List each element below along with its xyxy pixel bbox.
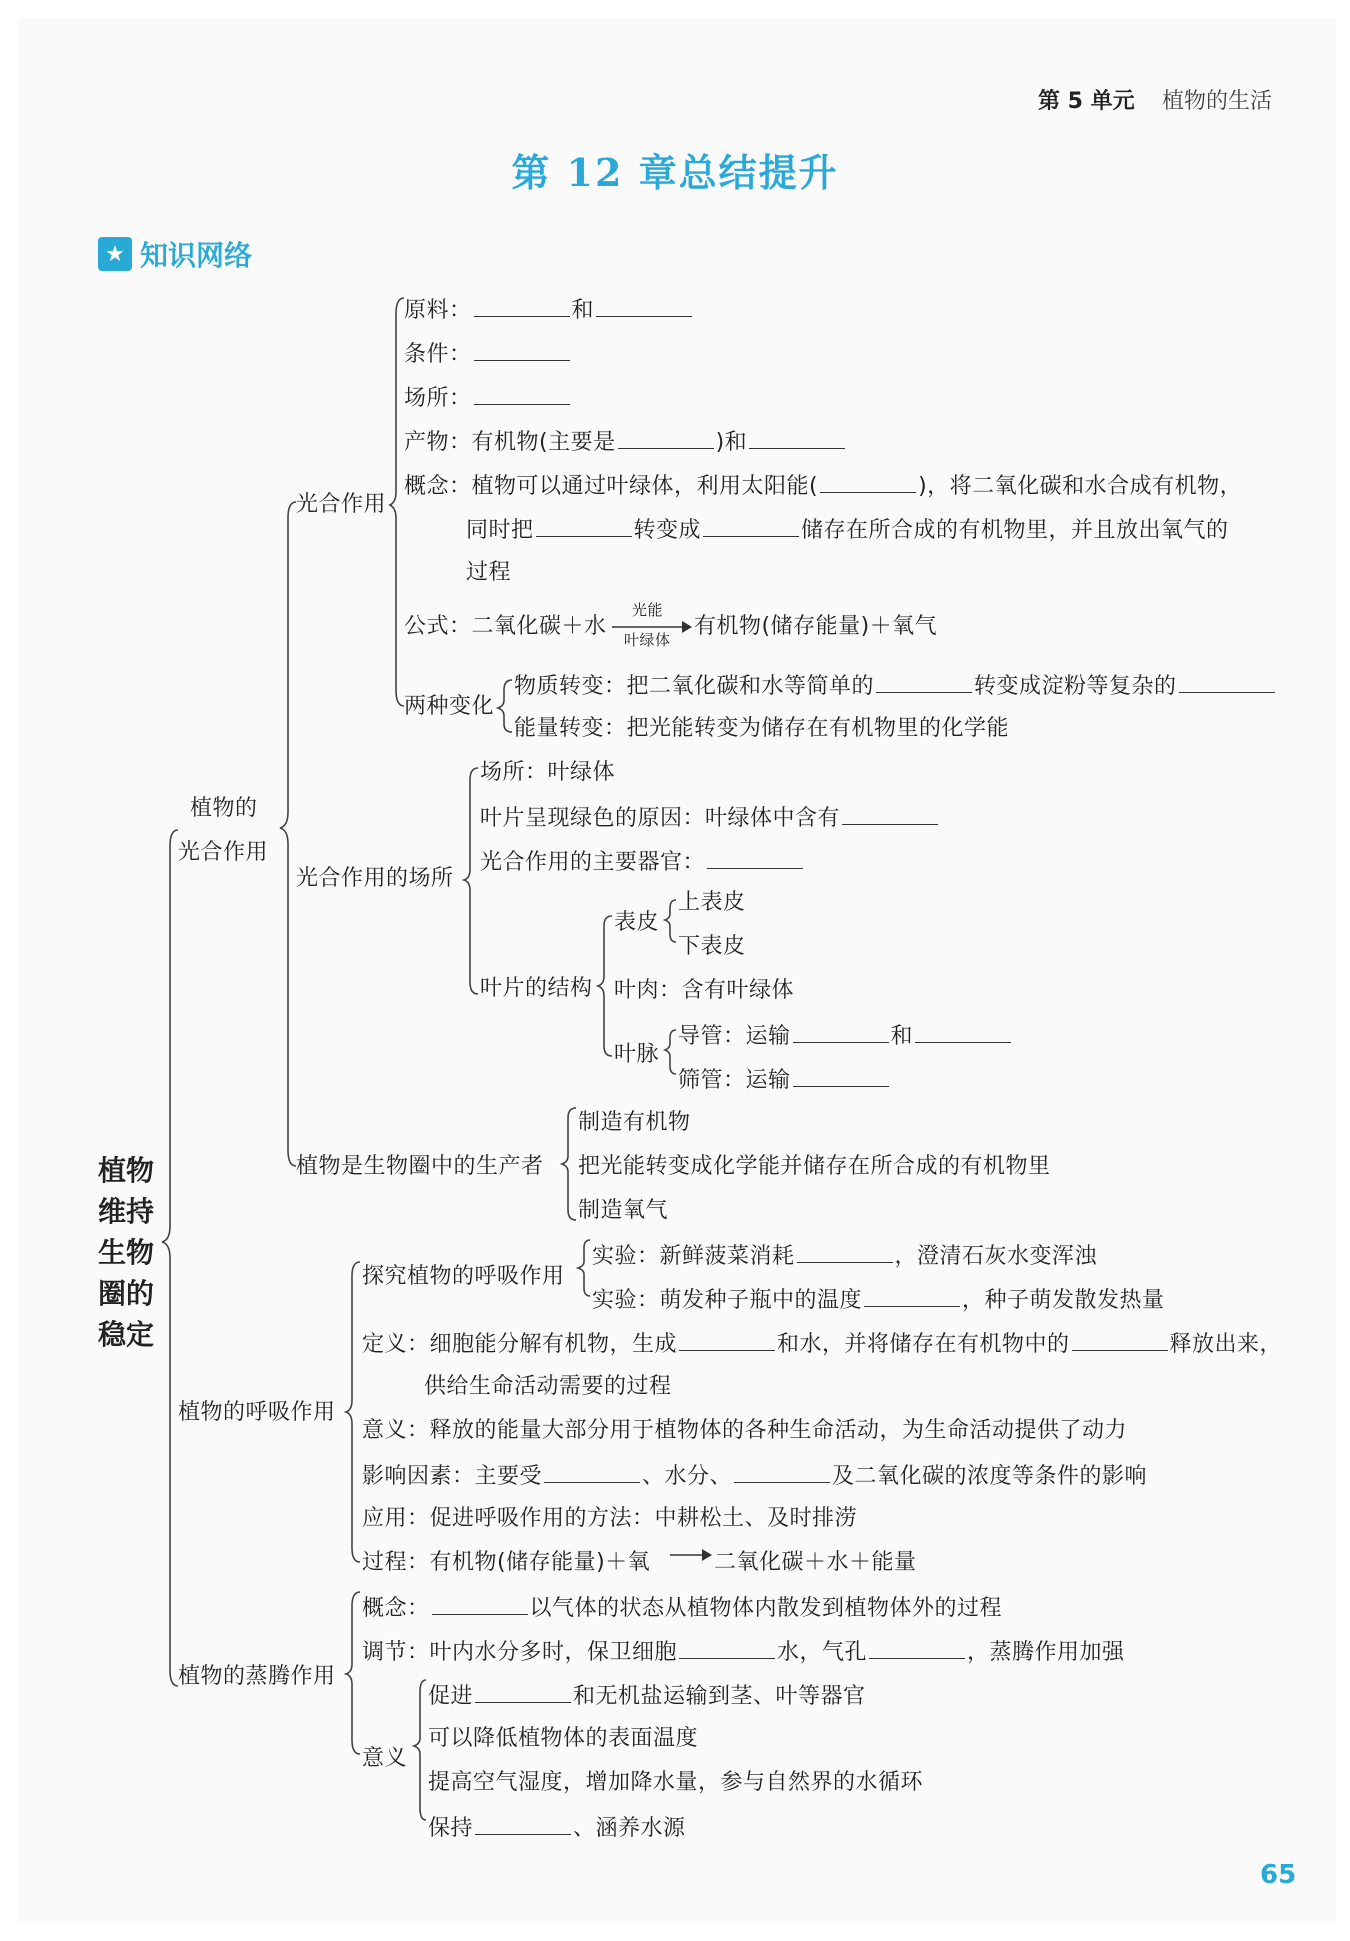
branch1-label-line1: 植物的: [190, 796, 258, 821]
respiration-meaning: 意义：释放的能量大部分用于植物体的各种生命活动，为生命活动提供了动力: [362, 1418, 1128, 1443]
formula-prefix: 公式：二氧化碳＋水: [404, 614, 607, 639]
transpiration-regulation: 调节：叶内水分多时，保卫细胞 水，气孔 ，蒸腾作用加强: [362, 1640, 1125, 1665]
root-line: 维持: [97, 1195, 154, 1228]
transpiration-meaning-label: 意义: [362, 1746, 408, 1771]
concept-line2: 同时把 转变成 储存在所合成的有机物里，并且放出氧气的: [466, 518, 1229, 543]
transpiration-concept: 概念： 以气体的状态从植物体内散发到植物体外的过程: [362, 1596, 1003, 1621]
photo-label: 光合作用: [296, 492, 387, 517]
respiration-definition-2: 供给生命活动需要的过程: [424, 1374, 672, 1399]
concept-line3: 过程: [466, 560, 512, 585]
root-line: 生物: [97, 1236, 154, 1269]
page-number: 65: [1260, 1860, 1297, 1890]
respiration-label: 植物的呼吸作用: [178, 1400, 336, 1425]
respiration-process-a: 过程：有机物(储存能量)＋氧: [362, 1550, 651, 1575]
changes-label: 两种变化: [404, 694, 495, 719]
experiment-2: 实验：萌发种子瓶中的温度 ，种子萌发散发热量: [592, 1288, 1165, 1313]
products: 产物：有机物(主要是 )和: [404, 428, 847, 456]
meaning-item: 促进 和无机盐运输到茎、叶等器官: [428, 1684, 866, 1709]
bracket-photosynthesis: [280, 502, 296, 1166]
section-label: 知识网络: [140, 239, 253, 272]
epidermis-label: 表皮: [614, 910, 660, 935]
producer-item: 制造有机物: [578, 1110, 691, 1135]
bracket-producer: [562, 1108, 576, 1220]
branch1-label-line2: 光合作用: [178, 840, 269, 865]
chapter-title: 第 12 章总结提升: [511, 150, 839, 195]
meaning-item: 可以降低植物体的表面温度: [428, 1726, 699, 1751]
explore-label: 探究植物的呼吸作用: [362, 1264, 565, 1289]
site-place: 场所：叶绿体: [480, 760, 616, 785]
respiration-process-b: 二氧化碳＋水＋能量: [714, 1550, 917, 1575]
xylem: 导管：运输 和: [678, 1022, 1013, 1050]
leaf-structure-label: 叶片的结构: [480, 976, 593, 1001]
mesophyll: 叶肉：含有叶绿体: [614, 978, 795, 1003]
unit-label: 第 5 单元: [1038, 89, 1135, 114]
raw-materials: 原料： 和: [404, 296, 694, 324]
lower-epidermis: 下表皮: [678, 934, 746, 959]
change-matter: 物质转变：把二氧化碳和水等简单的 转变成淀粉等复杂的: [514, 672, 1277, 700]
site-green: 叶片呈现绿色的原因：叶绿体中含有: [480, 804, 940, 832]
meaning-item: 提高空气湿度，增加降水量，参与自然界的水循环: [428, 1770, 924, 1795]
conditions: 条件：: [404, 340, 572, 368]
bracket-transpiration: [346, 1592, 360, 1754]
change-energy: 能量转变：把光能转变为储存在有机物里的化学能: [514, 716, 1010, 741]
bracket-root: [162, 830, 178, 1686]
bracket-vein: [665, 1030, 676, 1074]
bracket-photo-details: [390, 298, 404, 706]
bracket-leaf: [598, 916, 612, 1056]
experiment-1: 实验：新鲜菠菜消耗 ，澄清石灰水变浑浊: [592, 1244, 1098, 1269]
unit-title: 植物的生活: [1162, 89, 1273, 114]
place: 场所：: [404, 384, 572, 412]
formula-condition-top: 光能: [632, 601, 664, 619]
meaning-item: 保持 、涵养水源: [428, 1816, 686, 1841]
bracket-respiration: [346, 1262, 360, 1562]
bracket-changes: [498, 680, 512, 732]
site-organ: 光合作用的主要器官：: [480, 848, 805, 876]
star-icon: ★: [98, 237, 132, 271]
formula-condition-bottom: 叶绿体: [624, 631, 671, 649]
root-line: 植物: [97, 1154, 154, 1187]
respiration-factors: 影响因素：主要受 、水分、 及二氧化碳的浓度等条件的影响: [362, 1464, 1148, 1489]
producer-label: 植物是生物圈中的生产者: [296, 1154, 544, 1179]
producer-item: 把光能转变成化学能并储存在所合成的有机物里: [578, 1154, 1051, 1179]
formula-suffix: 有机物(储存能量)＋氧气: [694, 614, 938, 639]
bracket-epidermis: [665, 900, 676, 942]
bracket-meaning: [414, 1680, 426, 1820]
producer-item: 制造氧气: [578, 1198, 669, 1223]
respiration-application: 应用：促进呼吸作用的方法：中耕松土、及时排涝: [362, 1506, 858, 1531]
site-label: 光合作用的场所: [296, 866, 454, 891]
formula-arrowhead: [682, 621, 692, 633]
vein-label: 叶脉: [614, 1042, 660, 1067]
process-arrowhead: [702, 1549, 712, 1561]
bracket-site: [464, 768, 478, 994]
concept-line1: 概念：植物可以通过叶绿体，利用太阳能( )，将二氧化碳和水合成有机物，: [404, 474, 1243, 499]
root-line: 圈的: [97, 1277, 154, 1310]
respiration-definition-1: 定义：细胞能分解有机物，生成 和水，并将储存在有机物中的 释放出来，: [362, 1332, 1283, 1357]
transpiration-label: 植物的蒸腾作用: [178, 1664, 336, 1689]
upper-epidermis: 上表皮: [678, 890, 746, 915]
bracket-explore: [578, 1240, 590, 1296]
phloem: 筛管：运输: [678, 1066, 891, 1094]
root-line: 稳定: [97, 1318, 154, 1351]
